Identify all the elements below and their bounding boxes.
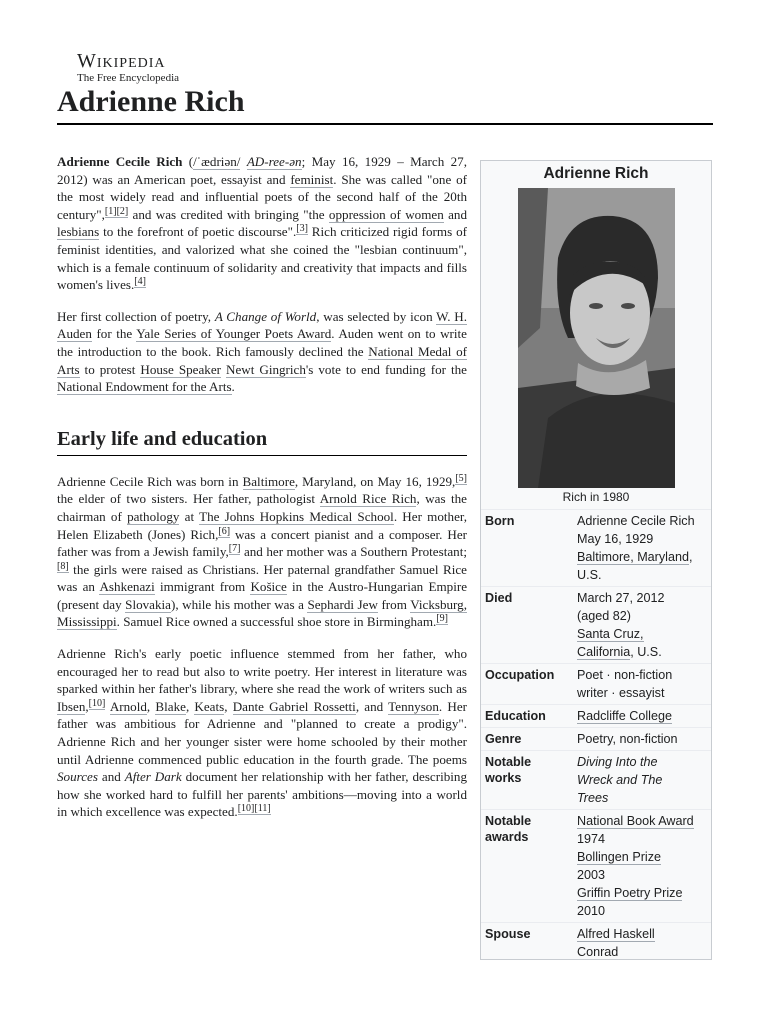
- text: . Samuel Rice owned a successful shoe store in Birmingham.: [116, 614, 437, 630]
- ref-5[interactable]: [5]: [455, 472, 467, 484]
- died-value: [577, 589, 707, 661]
- infobox-row-works: [481, 750, 711, 809]
- text: Poet · non-fiction: [577, 668, 673, 682]
- ref-7[interactable]: [7]: [228, 543, 241, 555]
- text: ,: [85, 698, 89, 714]
- link-auden[interactable]: W. H. Auden: [57, 308, 468, 342]
- subject-name: Adrienne Cecile Rich: [57, 154, 183, 169]
- link-vicksburg[interactable]: Vicksburg, Mississippi: [57, 596, 468, 630]
- text: ,: [224, 698, 233, 714]
- ref-2[interactable]: [2]: [116, 205, 129, 217]
- portrait-illustration: [518, 188, 675, 488]
- section-divider: [57, 455, 467, 456]
- infobox-row-spouse: [481, 922, 711, 960]
- text: , was selected by icon: [316, 308, 437, 324]
- text: was a concert pianist and a composer. Her father was from a Jewish family,: [57, 526, 467, 560]
- awards-label: [485, 812, 577, 920]
- text: Wreck and The: [577, 773, 663, 787]
- intro-paragraph-2: [57, 308, 467, 396]
- text: Adrienne Cecile Rich was born in: [57, 473, 243, 489]
- infobox-row-awards: [481, 809, 711, 922]
- genre-value: [577, 730, 707, 748]
- text: ), while his mother was a: [170, 596, 308, 612]
- text: , was the chairman of: [57, 491, 467, 524]
- born-name: Adrienne Cecile Rich: [577, 514, 695, 528]
- text: 2010: [577, 904, 606, 918]
- ref-9[interactable]: [9]: [436, 613, 448, 625]
- text: 's vote to end funding for the: [305, 361, 467, 377]
- text: Adrienne Rich's early poetic influence stemmed from her father, who encouraged her to read but also to write poetry. Her interest in literature was sparked within her father's library, where she read the work of writers such as: [57, 646, 467, 697]
- link-house-speaker[interactable]: House Speaker: [140, 361, 221, 377]
- poem-after-dark: After Dark: [124, 769, 182, 785]
- education-value: [577, 707, 707, 725]
- text: , Maryland, on May 16, 1929,: [294, 473, 456, 489]
- ipa-pronunciation[interactable]: /ˈædriən/: [193, 154, 241, 169]
- text: Diving Into the: [577, 755, 658, 769]
- ref-10b[interactable]: [10]: [237, 803, 255, 815]
- link-feminist[interactable]: feminist: [290, 171, 334, 187]
- text: , and: [355, 698, 389, 714]
- text: at: [179, 508, 200, 524]
- ref-10[interactable]: [10]: [88, 697, 106, 709]
- link-arnold[interactable]: Arnold: [109, 698, 147, 714]
- link-griffin-poetry-prize[interactable]: Griffin Poetry Prize: [577, 886, 683, 900]
- text: works: [485, 771, 522, 785]
- born-label: Born: [485, 514, 515, 528]
- ref-3[interactable]: [3]: [296, 223, 308, 235]
- text: . Her mother, Helen Elizabeth (Jones) Rich,: [57, 508, 467, 542]
- early-life-paragraph-1: [57, 473, 467, 631]
- text: Notable: [485, 814, 532, 828]
- infobox-row-genre: [481, 727, 711, 750]
- text: .: [231, 379, 235, 395]
- link-national-medal-of-arts[interactable]: National Medal of Arts: [57, 343, 467, 377]
- link-baltimore[interactable]: Baltimore: [242, 473, 295, 489]
- text: ,: [146, 698, 156, 714]
- works-label: [485, 753, 577, 807]
- spouse-value: [577, 925, 707, 960]
- respelling[interactable]: AD-ree-ən: [246, 154, 302, 169]
- text: 2003: [577, 868, 606, 882]
- text: ,: [689, 550, 693, 564]
- link-johns-hopkins[interactable]: The Johns Hopkins Medical School: [199, 508, 394, 524]
- works-value: [577, 753, 707, 807]
- title-divider: [57, 123, 713, 125]
- text: Rich criticized rigid forms of feminist identities, and valorized what she coined the "lesbian continuum", which is a female continuum of solidarity and creativity that impacts and fills women's lives.: [57, 224, 467, 293]
- link-spouse-2[interactable]: Conrad: [577, 945, 619, 959]
- text: from: [377, 596, 411, 612]
- text: the girls were raised as Christians. Her paternal grandfather Samuel Rice was an: [57, 561, 467, 595]
- page-title: Adrienne Rich: [57, 85, 245, 118]
- infobox-row-died: [481, 586, 711, 663]
- text: to protest: [79, 361, 141, 377]
- text: immigrant from: [154, 579, 251, 595]
- link-nea[interactable]: National Endowment for the Arts: [57, 379, 232, 395]
- ref-8[interactable]: [8]: [57, 560, 69, 572]
- ref-11[interactable]: [11]: [254, 803, 271, 815]
- link-ashkenazi[interactable]: Ashkenazi: [99, 579, 155, 595]
- link-radcliffe[interactable]: Radcliffe College: [577, 709, 672, 723]
- text: Poetry, non-fiction: [577, 732, 678, 746]
- book-title: A Change of World: [214, 308, 317, 324]
- text: to the forefront of poetic discourse".: [99, 224, 297, 240]
- link-oppression-of-women[interactable]: oppression of women: [328, 206, 444, 222]
- photo-caption: Rich in 1980: [562, 490, 630, 504]
- link-ibsen[interactable]: Ibsen: [57, 698, 86, 714]
- section-heading: Early life and education: [57, 427, 268, 450]
- spouse-label: Spouse: [485, 927, 531, 941]
- link-national-book-award[interactable]: National Book Award: [577, 814, 694, 828]
- text: ,: [185, 698, 195, 714]
- infobox-row-born: [481, 509, 711, 586]
- born-date: May 16, 1929: [577, 532, 654, 546]
- portrait-photo[interactable]: [518, 188, 675, 488]
- text: and was credited with bringing "the: [128, 206, 329, 222]
- text: and: [97, 769, 125, 785]
- text: . She was called "one of the most widely read and influential poets of the second half of the 20th century",: [57, 171, 467, 222]
- text: . Her father was ambitious for Adrienne and "planned to create a prodigy". Adrienne Rich and her younger sister were home schooled by their mother until Adrienne commenced public education in the fourth grade. The poems: [57, 698, 468, 767]
- intro-paragraph-1: Adrienne Cecile Rich (/ˈædriən/ AD-ree-ən; May 16, 1929 – March 27, 2012) was an American poet, essayist and feminist. She was called "one of the most widely read and influential poets of the second half of the 20th century",[1][2] and was credited with bringing "the oppression of women and lesbians to the forefront of poetic discourse".[3] Rich criticized rigid forms of feminist identities, and valorized what she coined the "lesbian continuum", which is a female continuum of solidarity and creativity that impacts and fills women's lives.[4]: [57, 154, 468, 293]
- article-body: [57, 153, 467, 835]
- link-lesbians[interactable]: lesbians: [57, 224, 100, 240]
- ref-1[interactable]: [1]: [104, 205, 117, 217]
- occupation-value: [577, 666, 707, 702]
- link-keats[interactable]: Keats: [194, 698, 225, 714]
- genre-label: Genre: [485, 732, 522, 746]
- logo-wordmark: Wikipedia: [77, 50, 166, 72]
- text: and: [443, 206, 467, 222]
- text: awards: [485, 830, 529, 844]
- link-santa-cruz[interactable]: Santa Cruz,: [577, 627, 644, 641]
- early-life-paragraph-2: [57, 645, 467, 821]
- link-slovakia[interactable]: Slovakia: [125, 596, 171, 612]
- text: , U.S.: [630, 645, 662, 659]
- occupation-label: Occupation: [485, 668, 555, 682]
- born-value: [577, 512, 707, 584]
- born-country: U.S.: [577, 568, 602, 582]
- link-newt-gingrich[interactable]: Newt Gingrich: [226, 361, 306, 377]
- link-california[interactable]: California: [577, 645, 631, 659]
- text: and her mother was a Southern Protestant;: [240, 544, 467, 560]
- infobox-row-education: [481, 704, 711, 727]
- education-label: Education: [485, 709, 546, 723]
- infobox-title: Adrienne Rich: [543, 165, 649, 182]
- died-age: (aged 82): [577, 609, 631, 623]
- text: Notable: [485, 755, 532, 769]
- logo-tagline: The Free Encyclopedia: [77, 72, 180, 84]
- ref-4[interactable]: [4]: [134, 276, 146, 288]
- text: the elder of two sisters. Her father, pathologist: [57, 491, 320, 507]
- link-yale-series[interactable]: Yale Series of Younger Poets Award: [136, 326, 332, 342]
- link-tennyson[interactable]: Tennyson: [388, 698, 439, 714]
- poem-sources: Sources: [57, 769, 98, 785]
- infobox-row-occupation: [481, 663, 711, 704]
- wikipedia-logo[interactable]: [77, 50, 217, 85]
- link-rossetti[interactable]: Dante Gabriel Rossetti: [232, 698, 356, 714]
- ref-6[interactable]: [6]: [218, 525, 231, 537]
- awards-value: [577, 812, 707, 920]
- link-born-place[interactable]: Baltimore, Maryland: [577, 550, 689, 564]
- text: Her first collection of poetry,: [57, 308, 215, 324]
- text: ; May 16, 1929 – March 27, 2012) was an American poet, essayist and: [57, 154, 468, 187]
- infobox: [480, 160, 712, 960]
- link-arnold-rice-rich[interactable]: Arnold Rice Rich: [319, 491, 417, 507]
- text: 1974: [577, 832, 606, 846]
- text: . Auden went on to write the introduction to the book. Rich famously declined the: [57, 326, 467, 359]
- link-blake[interactable]: Blake: [155, 698, 186, 714]
- text: document her relationship with her father, describing how she worked hard to fulfill her parents' ambitions—moving into a world in which excellence was expected.: [57, 769, 468, 820]
- link-kosice[interactable]: Košice: [250, 579, 287, 595]
- died-date: March 27, 2012: [577, 591, 665, 605]
- link-spouse[interactable]: Alfred Haskell: [577, 927, 655, 941]
- text: writer · essayist: [577, 686, 665, 700]
- link-bollingen-prize[interactable]: Bollingen Prize: [577, 850, 662, 864]
- text: in the Austro-Hungarian Empire (present day: [57, 579, 467, 612]
- text: Trees: [577, 791, 609, 805]
- text: for the: [91, 326, 137, 342]
- died-label: Died: [485, 591, 513, 605]
- link-sephardi-jew[interactable]: Sephardi Jew: [307, 596, 378, 612]
- link-pathology[interactable]: pathology: [127, 508, 180, 524]
